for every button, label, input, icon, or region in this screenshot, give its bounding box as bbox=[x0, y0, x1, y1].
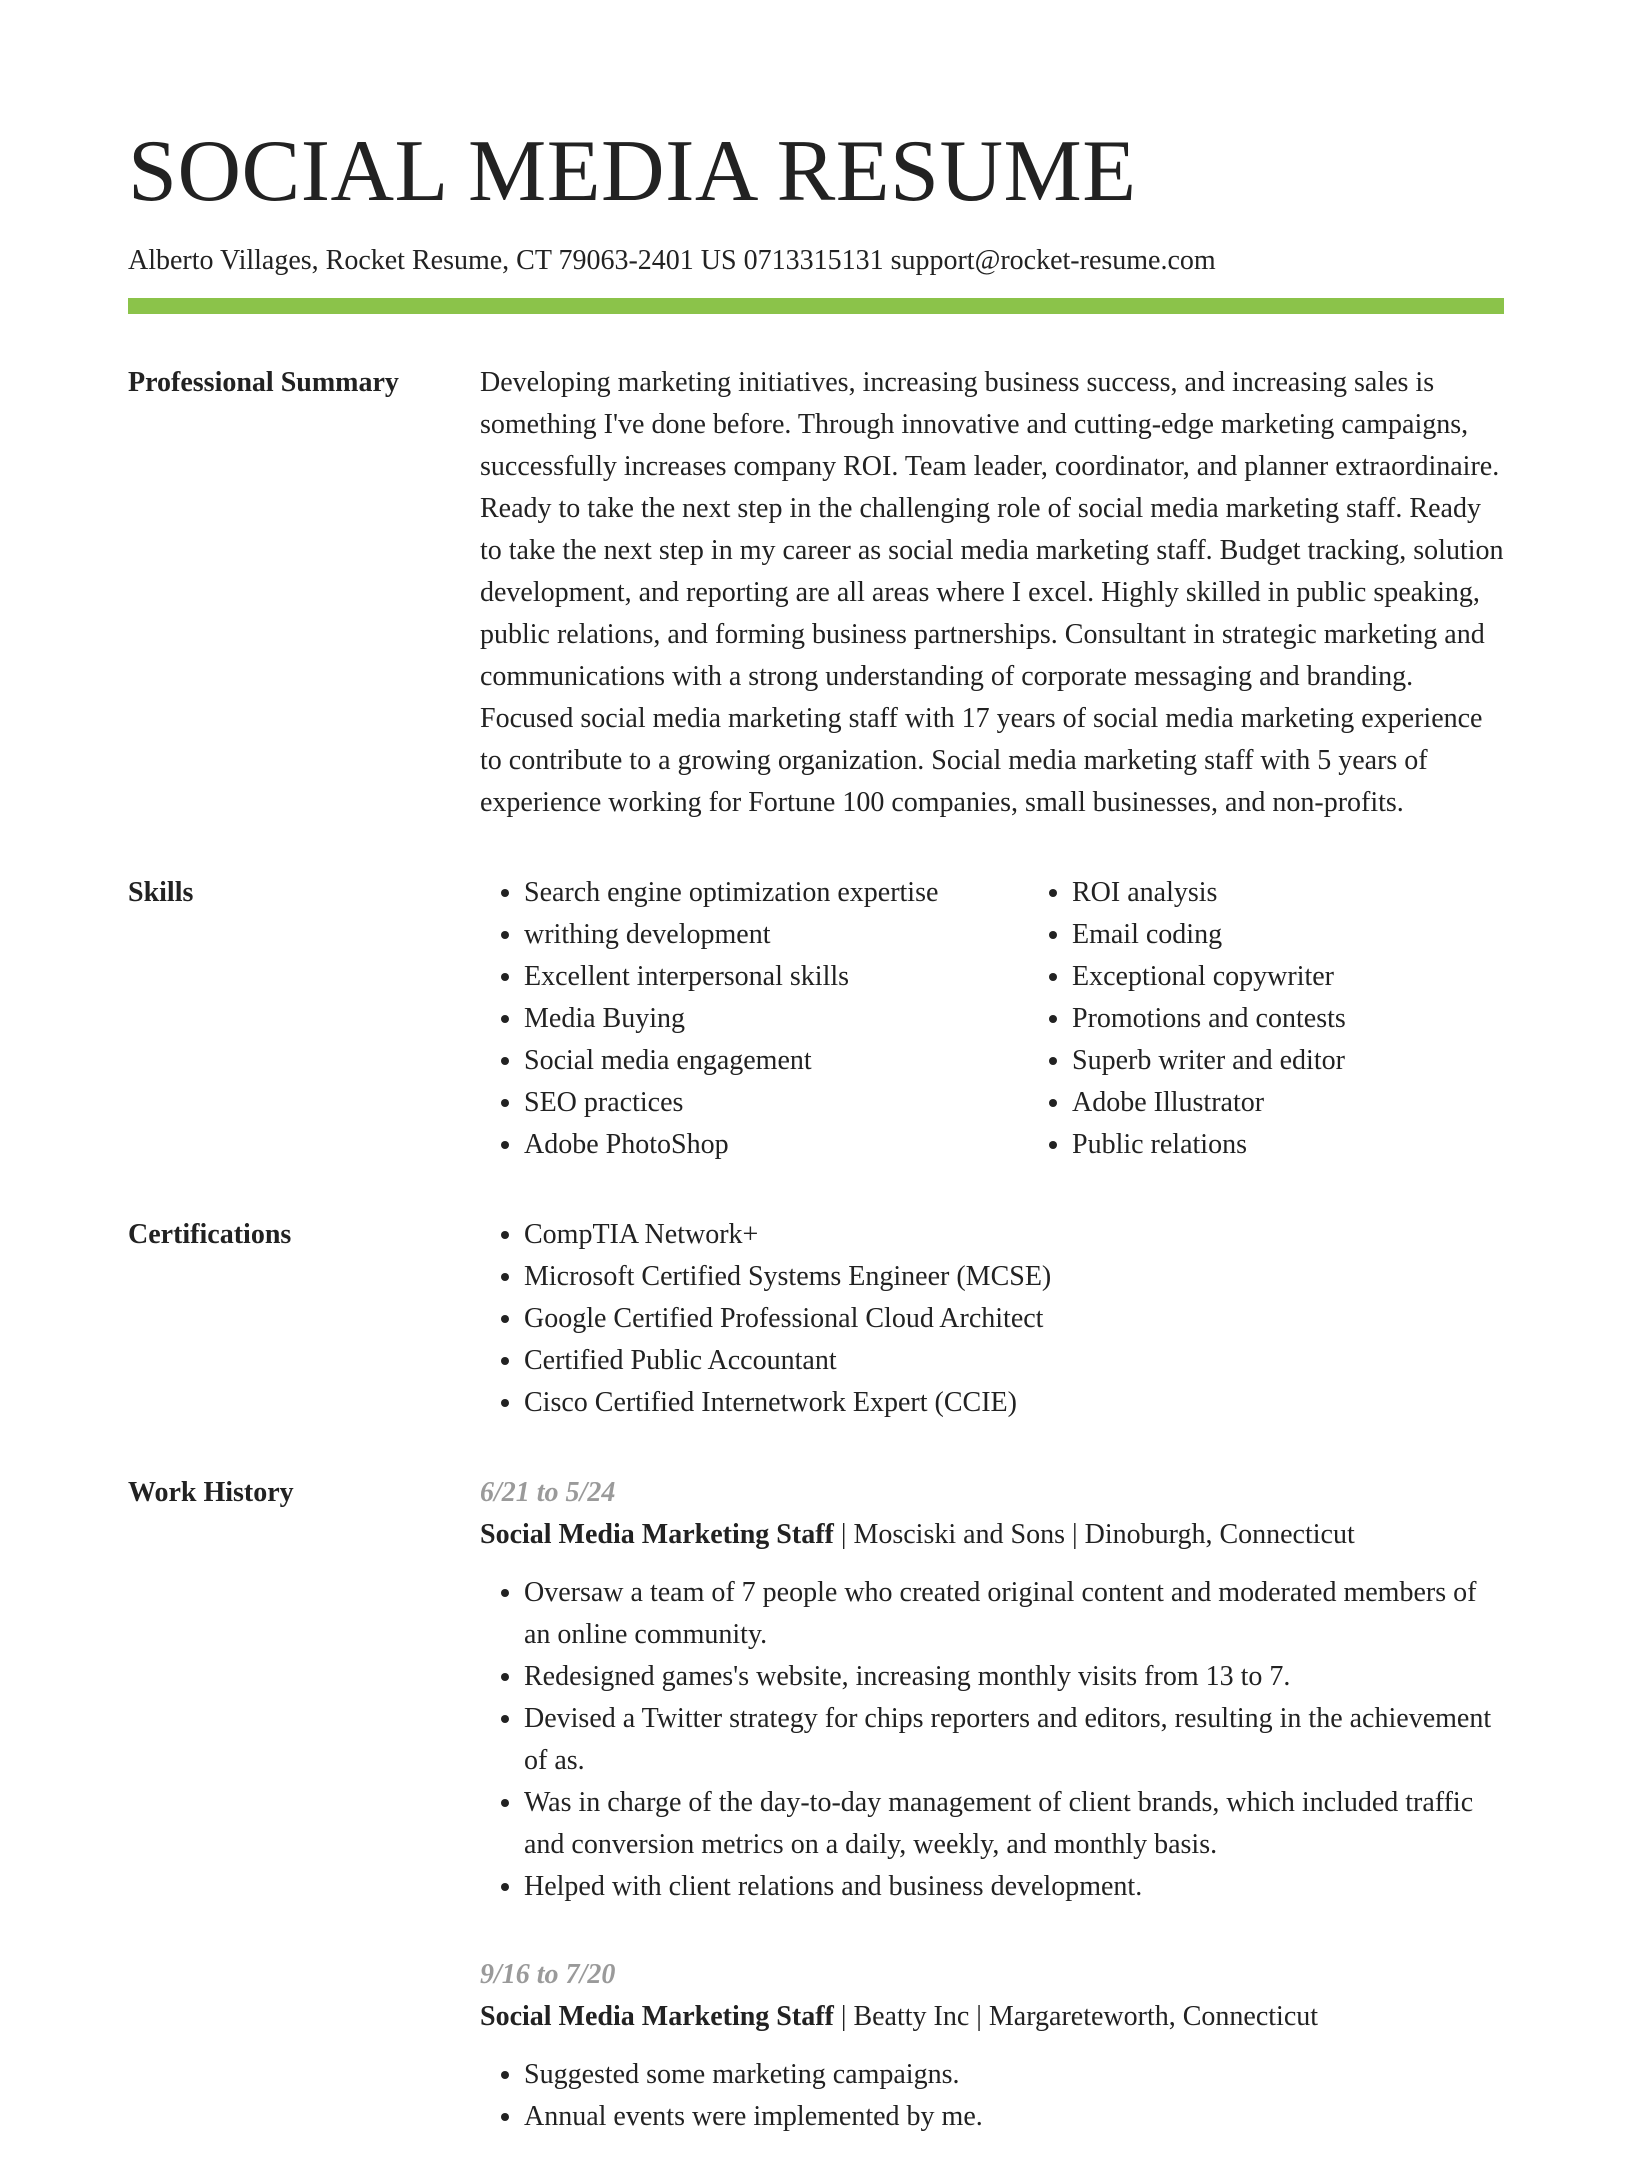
skill-item: • Promotions and contests bbox=[1072, 998, 1504, 1040]
job-date: 9/16 to 7/20 bbox=[480, 1959, 616, 1990]
summary-text: Developing marketing initiatives, increasing business success, and increasing sales is something I've done before. Through innovative and cutting-edge marketing campaigns, successfully increases company ROI. Team leader, coordinator, and planner extraordinaire. Ready to take the next step in the challenging role of social media marketing staff. Ready to take the next step in my career as social media marketing staff. Budget tracking, solution development, and reporting are all areas where I excel. Highly skilled in public speaking, public relations, and forming business partnerships. Consultant in strategic marketing and communications with a strong understanding of corporate messaging and branding. Focused social media marketing staff with 17 years of social media marketing experience to contribute to a growing organization. Social media marketing staff with 5 years of experience working for Fortune 100 companies, small businesses, and non-profits. bbox=[480, 367, 1504, 818]
skill-item: • Search engine optimization expertise bbox=[524, 872, 1028, 914]
skill-item: • Adobe PhotoShop bbox=[524, 1124, 1028, 1166]
section-label-work-history: Work History bbox=[128, 1477, 294, 1508]
skills-column-1 bbox=[480, 872, 1028, 1166]
section-label-certifications: Certifications bbox=[128, 1219, 292, 1250]
job-bullet: • Helped with client relations and business development. bbox=[524, 1866, 1504, 1908]
job-role: Social Media Marketing Staff bbox=[480, 1519, 834, 1550]
skill-item: • Email coding bbox=[1072, 914, 1504, 956]
certification-item: • Microsoft Certified Systems Engineer (MCSE) bbox=[524, 1256, 1504, 1298]
job-details: | Mosciski and Sons | Dinoburgh, Connecticut bbox=[833, 1519, 1355, 1550]
job-role-line bbox=[480, 1514, 1504, 1556]
certification-item: • CompTIA Network+ bbox=[524, 1214, 1504, 1256]
summary-section bbox=[128, 362, 1504, 824]
job-bullet: • Devised a Twitter strategy for chips reporters and editors, resulting in the achievement of as. bbox=[524, 1698, 1504, 1782]
certification-item: • Google Certified Professional Cloud Architect bbox=[524, 1298, 1504, 1340]
job-entry bbox=[480, 1954, 1504, 2138]
resume-title: SOCIAL MEDIA RESUME bbox=[128, 123, 1137, 220]
job-entry bbox=[480, 1472, 1504, 1908]
skills-section bbox=[128, 872, 1504, 1166]
section-label-summary: Professional Summary bbox=[128, 367, 399, 398]
skill-item: • Social media engagement bbox=[524, 1040, 1028, 1082]
certifications-body bbox=[480, 1214, 1504, 1424]
job-date: 6/21 to 5/24 bbox=[480, 1477, 616, 1508]
skill-item: • Superb writer and editor bbox=[1072, 1040, 1504, 1082]
job-bullet: • Suggested some marketing campaigns. bbox=[524, 2054, 1504, 2096]
job-bullets bbox=[480, 1572, 1504, 1908]
certifications-list bbox=[480, 1214, 1504, 1424]
skill-item: • ROI analysis bbox=[1072, 872, 1504, 914]
job-bullet: • Was in charge of the day-to-day management of client brands, which included traffic and conversion metrics on a daily, weekly, and monthly basis. bbox=[524, 1782, 1504, 1866]
accent-divider bbox=[128, 298, 1504, 314]
certification-item: • Certified Public Accountant bbox=[524, 1340, 1504, 1382]
certifications-section bbox=[128, 1214, 1504, 1424]
section-label-skills: Skills bbox=[128, 877, 194, 908]
skill-item: • Exceptional copywriter bbox=[1072, 956, 1504, 998]
skill-item: • Public relations bbox=[1072, 1124, 1504, 1166]
work-history-section bbox=[128, 1472, 1504, 2184]
skill-item: • Excellent interpersonal skills bbox=[524, 956, 1028, 998]
contact-line: Alberto Villages, Rocket Resume, CT 79063-2401 US 0713315131 support@rocket-resume.com bbox=[128, 245, 1216, 276]
job-bullet: • Oversaw a team of 7 people who created original content and moderated members of an online community. bbox=[524, 1572, 1504, 1656]
job-details: | Beatty Inc | Margareteworth, Connecticut bbox=[833, 2001, 1319, 2032]
job-role: Social Media Marketing Staff bbox=[480, 2001, 834, 2032]
job-bullet: • Redesigned games's website, increasing monthly visits from 13 to 7. bbox=[524, 1656, 1504, 1698]
skill-item: • Media Buying bbox=[524, 998, 1028, 1040]
skills-column-2 bbox=[1028, 872, 1504, 1166]
skills-body bbox=[480, 872, 1504, 1166]
skill-item: • Adobe Illustrator bbox=[1072, 1082, 1504, 1124]
job-role-line bbox=[480, 1996, 1504, 2038]
job-bullets bbox=[480, 2054, 1504, 2138]
summary-body bbox=[480, 362, 1504, 824]
work-history-body bbox=[480, 1472, 1504, 2184]
job-bullet: • Annual events were implemented by me. bbox=[524, 2096, 1504, 2138]
skill-item: • SEO practices bbox=[524, 1082, 1028, 1124]
certification-item: • Cisco Certified Internetwork Expert (CCIE) bbox=[524, 1382, 1504, 1424]
skill-item: • writhing development bbox=[524, 914, 1028, 956]
